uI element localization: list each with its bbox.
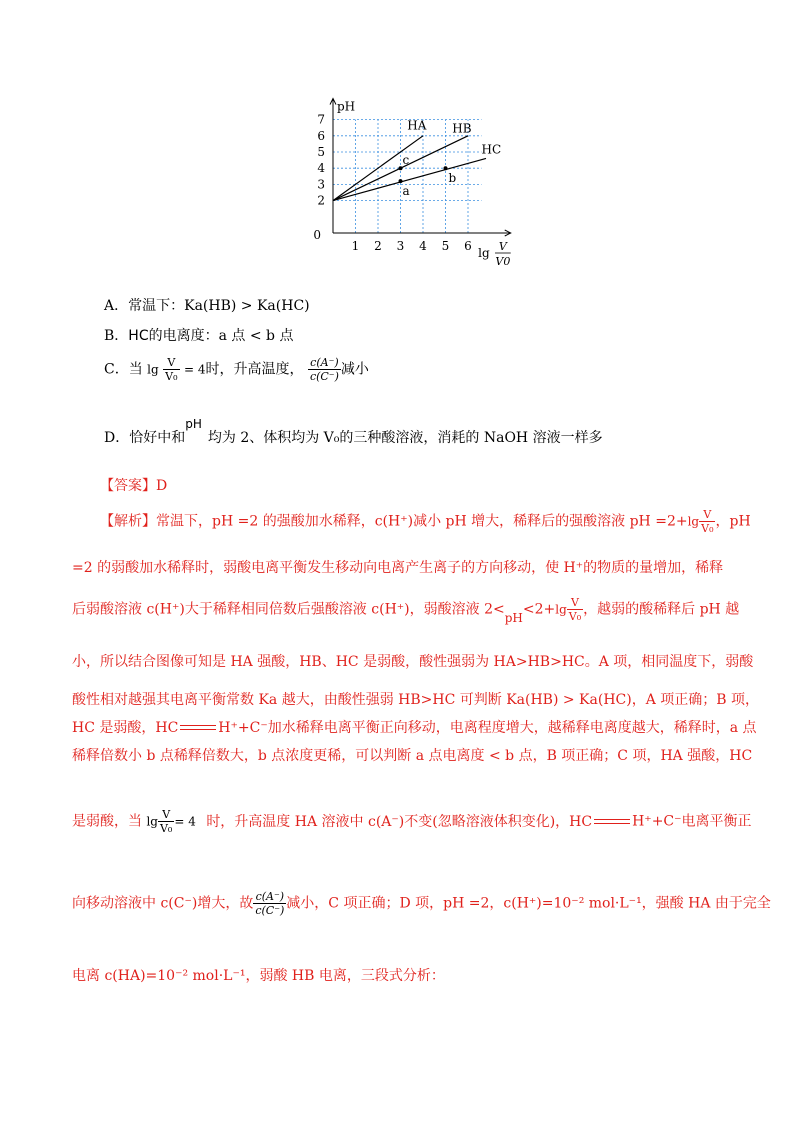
x-axis-label-den: V0 <box>495 255 511 268</box>
analysis-line-9: 向移动溶液中 c(C⁻)增大，故 $\frac{c(A^-)}{c(C^-)}$ 减小，C 项正确；D 项，pH =2，c(H⁺)=10⁻² mol·L⁻¹，强酸 HA 由于完全 <box>72 890 771 917</box>
x-axis-label-num: V <box>498 240 507 253</box>
x-axis-label-lg: lg <box>478 246 490 260</box>
x-tick-label: 3 <box>396 239 405 253</box>
option-b-text: 的电离度：a 点 < b 点 <box>148 328 294 344</box>
y-tick-label: 5 <box>317 145 325 159</box>
analysis-line-8: 是弱酸，当 lg $\frac{V}{\text{V₀}}$ = 4 时，升高温度 HA 溶液中 c(A⁻)不变(忽略溶液体积变化)，HC H⁺+C⁻电离平衡正 <box>72 808 752 835</box>
point-a <box>399 179 403 183</box>
x-tick-label: 1 <box>351 239 360 253</box>
analysis-line-5: 酸性相对越强其电离平衡常数 Ka 越大，由酸性强弱 HB>HC 可判断 Ka(HB) > Ka(HC)，A 项正确；B 项， <box>72 692 760 708</box>
series-label-hb: HB <box>452 121 472 136</box>
ph-dilution-chart <box>300 88 520 273</box>
y-axis-label: pH <box>337 99 356 114</box>
analysis-line-6: HC 是弱酸，HC H⁺+C⁻加水稀释电离平衡正向移动，电离程度增大，越稀释电离度越大，稀释时，a 点 <box>72 720 757 736</box>
y-tick-label: 6 <box>317 128 325 143</box>
point-label-c: c <box>402 153 410 168</box>
option-c <box>104 356 369 396</box>
point-label-a: a <box>402 184 410 199</box>
series-label-ha: HA <box>407 118 427 133</box>
option-c-end: 减小 <box>340 361 369 378</box>
x-tick-label: 2 <box>374 239 382 253</box>
equilibrium-arrow <box>178 723 218 733</box>
option-c-conc-ratio: $\frac{c(A^-)}{c(C^-)}$ <box>309 356 339 383</box>
option-d: D．恰好中和pH均为 2、体积均为 V₀的三种酸溶液，消耗的 NaOH 溶液一样多 <box>104 417 603 446</box>
y-tick-label: 4 <box>317 161 325 176</box>
y-tick-label: 7 <box>317 112 325 127</box>
option-a: A．常温下：Ka(HB) > Ka(HC) <box>104 298 310 314</box>
option-c-eq: = 4 <box>183 362 206 377</box>
option-c-lg: lg <box>147 362 159 377</box>
option-c-ratio: $\frac{V}{\text{V₀}}$ <box>165 356 178 383</box>
option-b-hc: HC <box>128 328 149 344</box>
equilibrium-arrow <box>592 817 632 827</box>
x-tick-label: 5 <box>441 239 450 253</box>
analysis-line-2: =2 的弱酸加水稀释时，弱酸电离平衡发生移动向电离产生离子的方向移动，使 H⁺的物质的量增加，稀释 <box>72 560 724 576</box>
answer-label: 【答案】D <box>100 478 168 494</box>
option-c-prefix: C．当 <box>104 361 143 378</box>
point-label-b: b <box>448 171 457 186</box>
y-tick-label: 2 <box>317 193 325 208</box>
analysis-line-7: 稀释倍数小 b 点稀释倍数大，b 点浓度更稀，可以判断 a 点电离度 < b 点，B 项正确；C 项，HA 强酸，HC <box>72 748 753 764</box>
option-b: B．HC的电离度：a 点 < b 点 <box>104 328 294 344</box>
series-label-hc: HC <box>481 142 502 157</box>
analysis-line-3: 后弱酸溶液 c(H⁺)大于稀释相同倍数后强酸溶液 c(H⁺)，弱酸溶液 2<pH<2+lg $\frac{V}{\text{V₀}}$ ，越弱的酸稀释后 pH 越 <box>72 596 740 625</box>
analysis-line-10: 电离 c(HA)=10⁻² mol·L⁻¹，弱酸 HB 电离，三段式分析： <box>72 968 445 984</box>
x-tick-label: 4 <box>419 239 427 253</box>
option-d-ph: pH <box>185 417 202 431</box>
analysis-line-1: 【解析】常温下，pH =2 的强酸加水稀释，c(H⁺)减小 pH 增大，稀释后的强酸溶液 pH =2+lg $\frac{V}{\text{V₀}}$ ，pH <box>100 508 751 535</box>
option-c-mid: 时，升高温度， <box>205 361 304 378</box>
origin-label: 0 <box>313 228 321 242</box>
x-tick-label: 6 <box>464 239 472 253</box>
analysis-line-4: 小，所以结合图像可知是 HA 强酸，HB、HC 是弱酸，酸性强弱为 HA>HB>HC。A 项，相同温度下，弱酸 <box>72 654 754 670</box>
point-b <box>444 166 448 170</box>
y-tick-label: 3 <box>317 177 325 192</box>
